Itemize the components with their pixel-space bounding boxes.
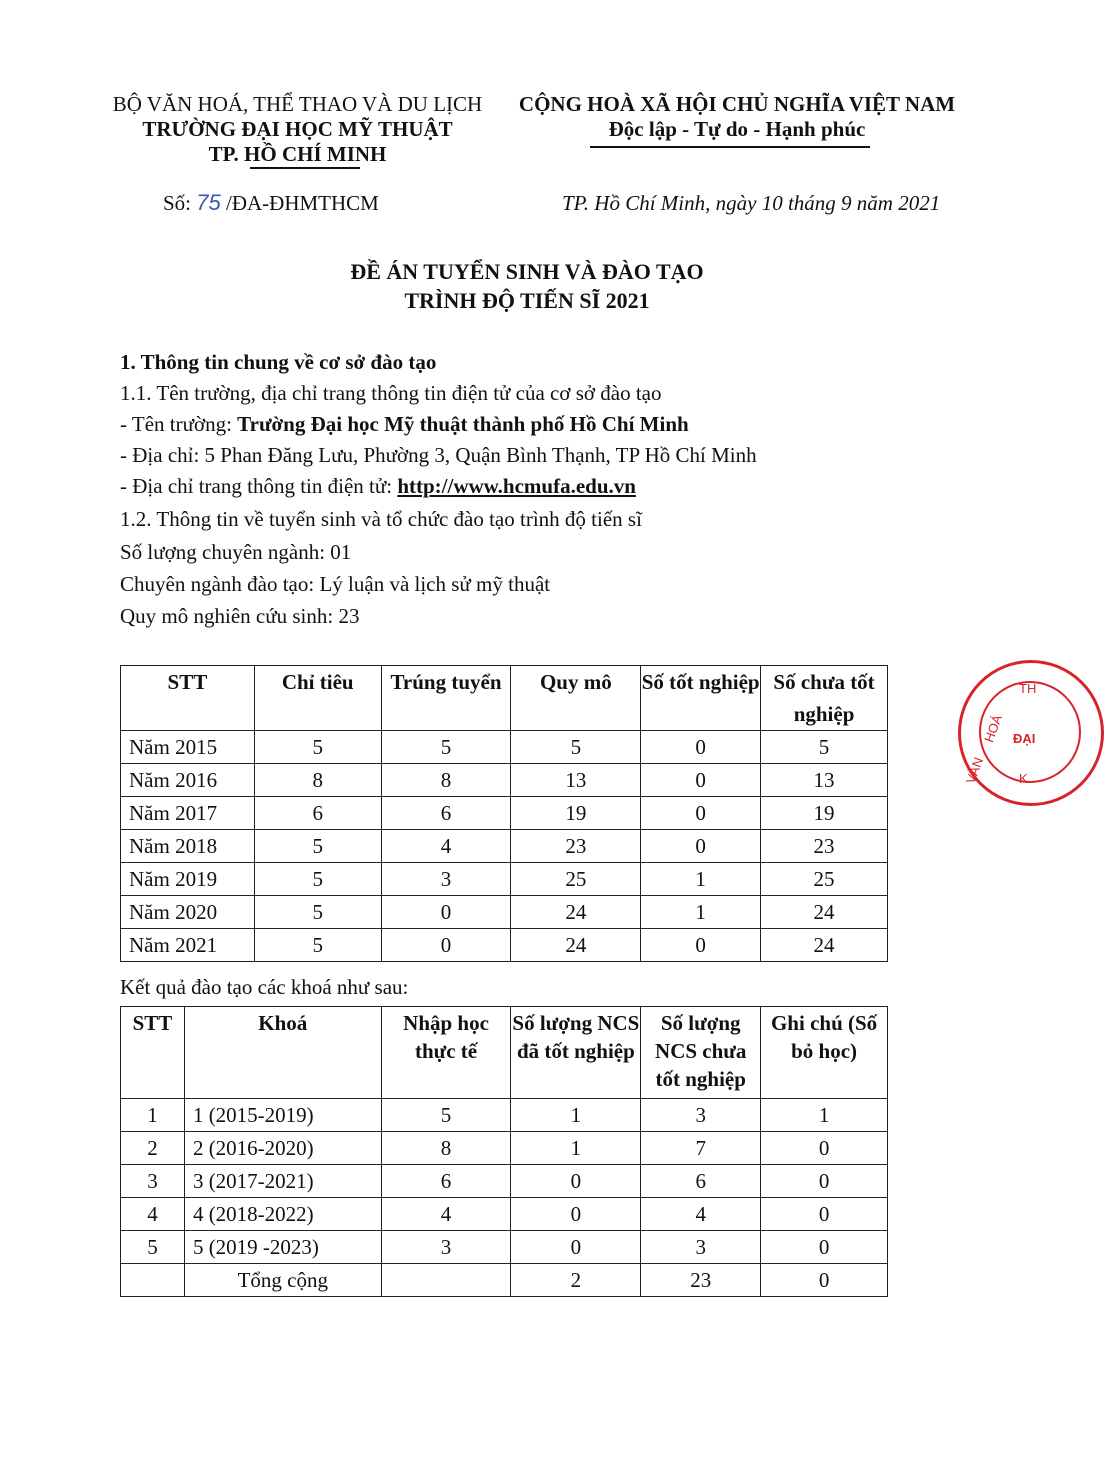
- col-header: Khoá: [184, 1007, 381, 1099]
- table-cell: 13: [761, 764, 888, 797]
- school-name: TRƯỜNG ĐẠI HỌC MỸ THUẬT: [142, 117, 453, 141]
- table-cell: 0: [381, 896, 511, 929]
- website-label: - Địa chỉ trang thông tin điện tử:: [120, 474, 398, 498]
- table-cell: 2: [121, 1132, 185, 1165]
- col-header: STT: [121, 1007, 185, 1099]
- table-cell: [121, 1264, 185, 1297]
- table-row: [121, 863, 888, 896]
- seal-text: K: [1019, 771, 1028, 786]
- table-cell: 1: [511, 1099, 641, 1132]
- table-cell: 0: [511, 1198, 641, 1231]
- col-header: Chỉ tiêu: [254, 666, 381, 731]
- school-city: TP. HỒ CHÍ MINH: [208, 142, 387, 166]
- table-cell: 6: [641, 1165, 761, 1198]
- table-cell: 23: [761, 830, 888, 863]
- table-cell: 3: [121, 1165, 185, 1198]
- doc-number-suffix: /ĐA-ĐHMTHCM: [226, 191, 379, 215]
- table-cell: 5: [254, 896, 381, 929]
- table-row: [121, 1198, 888, 1231]
- col-header: Quy mô: [511, 666, 641, 731]
- table-cell: 3: [381, 1231, 511, 1264]
- total-label: Tổng cộng: [184, 1264, 381, 1297]
- seal-text: TH: [1019, 681, 1037, 696]
- table-cell: 5: [254, 830, 381, 863]
- table-row: [121, 1231, 888, 1264]
- table-cell: Năm 2016: [121, 764, 255, 797]
- table-cell: 1: [641, 896, 761, 929]
- col-header: Số tốt nghiệp: [641, 666, 761, 731]
- document-title-line1: ĐỀ ÁN TUYỂN SINH VÀ ĐÀO TẠO: [350, 259, 704, 284]
- document-title-line2: TRÌNH ĐỘ TIẾN SĨ 2021: [404, 288, 650, 313]
- table-cell: 4: [381, 830, 511, 863]
- website-link[interactable]: http://www.hcmufa.edu.vn: [397, 474, 636, 498]
- table-cell: 1: [121, 1099, 185, 1132]
- table-cell: 24: [511, 929, 641, 962]
- table-cell: 25: [511, 863, 641, 896]
- school-address: - Địa chỉ: 5 Phan Đăng Lưu, Phường 3, Quận Bình Thạnh, TP Hồ Chí Minh: [120, 443, 757, 467]
- table-cell: 3 (2017-2021): [184, 1165, 381, 1198]
- table-cell: 0: [761, 1264, 888, 1297]
- table-cell: 0: [641, 797, 761, 830]
- school-name-value: Trường Đại học Mỹ thuật thành phố Hồ Chí Minh: [237, 412, 689, 436]
- table-cell: 1: [511, 1132, 641, 1165]
- major-name: Chuyên ngành đào tạo: Lý luận và lịch sử mỹ thuật: [120, 572, 551, 596]
- table-cell: 6: [381, 797, 511, 830]
- table-cell: 0: [761, 1132, 888, 1165]
- school-full-name: [120, 412, 689, 437]
- table-cell: 3: [381, 863, 511, 896]
- table-cell: 0: [761, 1231, 888, 1264]
- header-right-underline: [590, 146, 870, 148]
- table-cell: 4: [641, 1198, 761, 1231]
- table-cell: 24: [761, 929, 888, 962]
- table-cell: 8: [381, 1132, 511, 1165]
- table-row: [121, 764, 888, 797]
- col-header: Trúng tuyển: [381, 666, 511, 731]
- table-cell: 24: [511, 896, 641, 929]
- table-cell: 4: [121, 1198, 185, 1231]
- col-header: Số chưa tốt nghiệp: [761, 666, 888, 731]
- table-cell: 5: [381, 731, 511, 764]
- col-header: Số lượng NCS chưa tốt nghiệp: [641, 1007, 761, 1099]
- section-1-heading: 1. Thông tin chung về cơ sở đào tạo: [120, 350, 437, 374]
- doc-number-prefix: Số:: [163, 191, 192, 215]
- table-cell: Năm 2018: [121, 830, 255, 863]
- training-results-table: [120, 1006, 888, 1297]
- table-cell: 8: [254, 764, 381, 797]
- table-row: [121, 929, 888, 962]
- table-cell: 0: [641, 731, 761, 764]
- table-header-row: [121, 666, 888, 731]
- official-seal: [958, 660, 1104, 806]
- table-row: [121, 1099, 888, 1132]
- table-row: [121, 731, 888, 764]
- table-cell: 23: [511, 830, 641, 863]
- table-cell: 5 (2019 -2023): [184, 1231, 381, 1264]
- table-row: [121, 797, 888, 830]
- enrollment-table: [120, 665, 888, 962]
- school-website: [120, 474, 636, 499]
- header-left-underline: [250, 167, 360, 169]
- table-cell: 5: [511, 731, 641, 764]
- col-header: Ghi chú (Số bỏ học): [761, 1007, 888, 1099]
- table-cell: 5: [381, 1099, 511, 1132]
- national-motto: Độc lập - Tự do - Hạnh phúc: [608, 117, 866, 141]
- table-cell: Năm 2019: [121, 863, 255, 896]
- table-cell: 5: [121, 1231, 185, 1264]
- majors-count: Số lượng chuyên ngành: 01: [120, 540, 352, 564]
- table-cell: 0: [381, 929, 511, 962]
- table-cell: 0: [761, 1198, 888, 1231]
- section-1-2: 1.2. Thông tin về tuyển sinh và tổ chức đào tạo trình độ tiến sĩ: [120, 507, 642, 531]
- col-header: STT: [121, 666, 255, 731]
- table-cell: 4 (2018-2022): [184, 1198, 381, 1231]
- table-cell: 5: [254, 929, 381, 962]
- table-row: [121, 1132, 888, 1165]
- document-number: [163, 190, 379, 216]
- table-cell: Năm 2021: [121, 929, 255, 962]
- table-row: [121, 896, 888, 929]
- table-cell: 23: [641, 1264, 761, 1297]
- table-cell: 25: [761, 863, 888, 896]
- table-cell: 5: [761, 731, 888, 764]
- table-cell: 4: [381, 1198, 511, 1231]
- table-cell: 6: [254, 797, 381, 830]
- table-header-row: [121, 1007, 888, 1099]
- table-cell: 0: [511, 1165, 641, 1198]
- seal-text: ĐẠI: [1013, 731, 1036, 746]
- table-cell: 24: [761, 896, 888, 929]
- table-cell: Năm 2020: [121, 896, 255, 929]
- table-cell: 1: [641, 863, 761, 896]
- table-cell: 0: [641, 830, 761, 863]
- table-cell: 2: [511, 1264, 641, 1297]
- table-total-row: [121, 1264, 888, 1297]
- table-cell: 3: [641, 1231, 761, 1264]
- col-header: Số lượng NCS đã tốt nghiệp: [511, 1007, 641, 1099]
- table-row: [121, 830, 888, 863]
- seal-text: VĂN: [962, 755, 986, 786]
- table-cell: 8: [381, 764, 511, 797]
- doc-number-handwritten: 75: [196, 190, 221, 215]
- table-cell: 19: [761, 797, 888, 830]
- date-line: TP. Hồ Chí Minh, ngày 10 tháng 9 năm 2021: [562, 191, 941, 215]
- table-cell: 0: [511, 1231, 641, 1264]
- table-cell: 3: [641, 1099, 761, 1132]
- col-header: Nhập học thực tế: [381, 1007, 511, 1099]
- table-cell: [381, 1264, 511, 1297]
- table-cell: 13: [511, 764, 641, 797]
- student-scale: Quy mô nghiên cứu sinh: 23: [120, 604, 360, 628]
- table-cell: 0: [761, 1165, 888, 1198]
- table-cell: 6: [381, 1165, 511, 1198]
- republic-name: CỘNG HOÀ XÃ HỘI CHỦ NGHĨA VIỆT NAM: [518, 92, 956, 116]
- table-cell: 7: [641, 1132, 761, 1165]
- table-cell: 1: [761, 1099, 888, 1132]
- table-cell: 5: [254, 863, 381, 896]
- table-cell: 19: [511, 797, 641, 830]
- table-cell: Năm 2015: [121, 731, 255, 764]
- ministry-name: BỘ VĂN HOÁ, THỂ THAO VÀ DU LỊCH: [112, 92, 483, 116]
- table-cell: 1 (2015-2019): [184, 1099, 381, 1132]
- school-name-label: - Tên trường:: [120, 412, 238, 436]
- results-intro: Kết quả đào tạo các khoá như sau:: [120, 975, 409, 999]
- table-cell: 0: [641, 929, 761, 962]
- table-cell: Năm 2017: [121, 797, 255, 830]
- seal-text: HOÁ: [981, 712, 1005, 745]
- table-cell: 5: [254, 731, 381, 764]
- table-cell: 2 (2016-2020): [184, 1132, 381, 1165]
- table-row: [121, 1165, 888, 1198]
- table-cell: 0: [641, 764, 761, 797]
- section-1-1: 1.1. Tên trường, địa chỉ trang thông tin điện tử của cơ sở đào tạo: [120, 381, 662, 405]
